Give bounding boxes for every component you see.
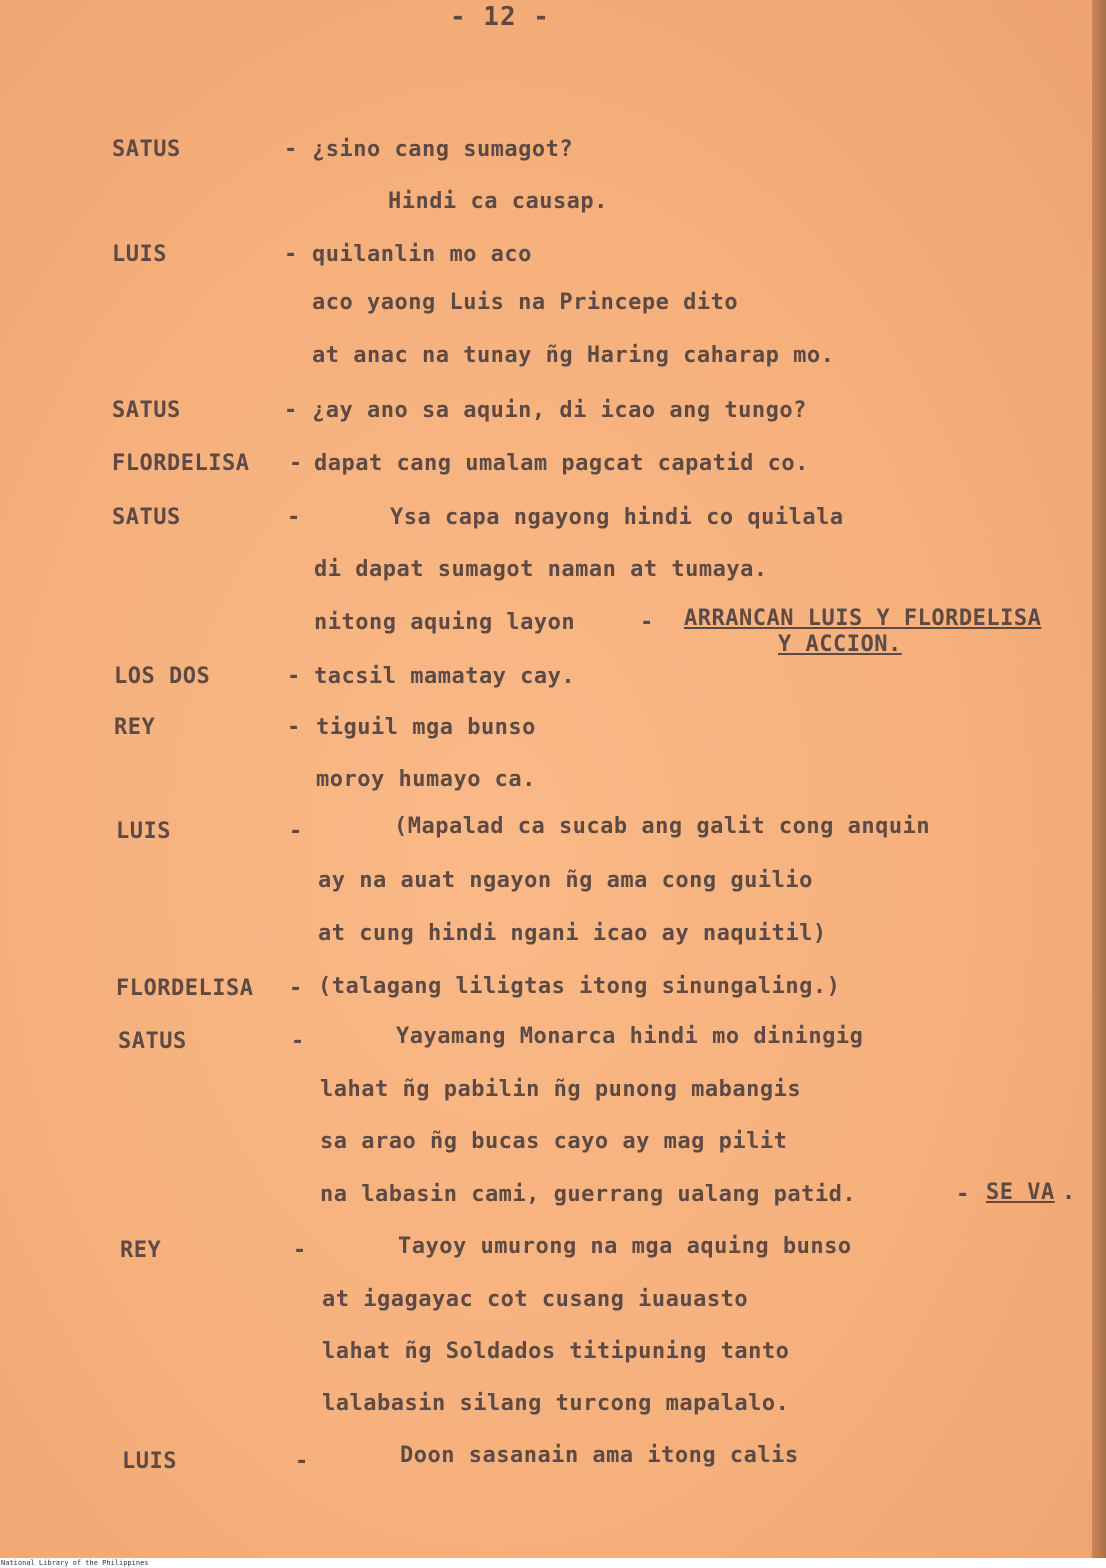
dialogue-line: at anac na tunay ñg Haring caharap mo. bbox=[312, 343, 835, 368]
speaker-name: SATUS bbox=[112, 137, 181, 162]
speaker-dash: - bbox=[289, 976, 303, 1001]
dialogue-line: Doon sasanain ama itong calis bbox=[400, 1443, 799, 1468]
speaker-name: LUIS bbox=[112, 242, 167, 267]
dialogue-line: tiguil mga bunso bbox=[316, 715, 536, 740]
speaker-name: LUIS bbox=[122, 1449, 177, 1474]
speaker-name: REY bbox=[114, 715, 156, 740]
speaker-dash: - bbox=[284, 398, 298, 423]
speaker-dash: - bbox=[295, 1449, 309, 1474]
dialogue-line: nitong aquing layon bbox=[314, 610, 576, 635]
dialogue-line: ay na auat ngayon ñg ama cong guilio bbox=[318, 868, 813, 893]
dialogue-line: quilanlin mo aco bbox=[312, 242, 532, 267]
speaker-dash: - bbox=[289, 451, 303, 476]
dialogue-line: dapat cang umalam pagcat capatid co. bbox=[314, 451, 809, 476]
speaker-name: SATUS bbox=[118, 1029, 187, 1054]
stage-direction: SE VA bbox=[986, 1180, 1055, 1205]
speaker-dash: - bbox=[289, 819, 303, 844]
footer-credit: National Library of the Philippines bbox=[1, 1559, 149, 1567]
stage-direction-dash: - bbox=[956, 1182, 970, 1207]
speaker-name: REY bbox=[120, 1238, 162, 1263]
dialogue-line: tacsil mamatay cay. bbox=[314, 664, 576, 689]
dialogue-line: (Mapalad ca sucab ang galit cong anquin bbox=[394, 814, 931, 839]
dialogue-line: (talagang liligtas itong sinungaling.) bbox=[318, 974, 841, 999]
page-number: - 12 - bbox=[450, 2, 550, 32]
dialogue-line: di dapat sumagot naman at tumaya. bbox=[314, 557, 768, 582]
speaker-name: FLORDELISA bbox=[112, 451, 250, 476]
dialogue-line: lahat ñg Soldados titipuning tanto bbox=[322, 1339, 790, 1364]
speaker-dash: - bbox=[284, 242, 298, 267]
dialogue-line: Ysa capa ngayong hindi co quilala bbox=[390, 505, 844, 530]
speaker-name: LUIS bbox=[116, 819, 171, 844]
speaker-dash: - bbox=[284, 137, 298, 162]
dialogue-line: Yayamang Monarca hindi mo diningig bbox=[396, 1024, 864, 1049]
dialogue-line: ¿ay ano sa aquin, di icao ang tungo? bbox=[312, 398, 807, 423]
dialogue-line: aco yaong Luis na Princepe dito bbox=[312, 290, 739, 315]
punctuation: . bbox=[1062, 1180, 1076, 1205]
speaker-dash: - bbox=[293, 1238, 307, 1263]
speaker-name: SATUS bbox=[112, 398, 181, 423]
speaker-name: LOS DOS bbox=[114, 664, 211, 689]
footer-bar bbox=[0, 1558, 1106, 1568]
speaker-dash: - bbox=[287, 664, 301, 689]
speaker-dash: - bbox=[291, 1029, 305, 1054]
dialogue-line: Hindi ca causap. bbox=[388, 189, 608, 214]
dialogue-line: lahat ñg pabilin ñg punong mabangis bbox=[320, 1077, 802, 1102]
dialogue-line: at igagayac cot cusang iuauasto bbox=[322, 1287, 749, 1312]
dialogue-line: Tayoy umurong na mga aquing bunso bbox=[398, 1234, 852, 1259]
dialogue-line: sa arao ñg bucas cayo ay mag pilit bbox=[320, 1129, 788, 1154]
stage-direction: ARRANCAN LUIS Y FLORDELISA bbox=[684, 606, 1042, 631]
page-edge bbox=[1092, 0, 1106, 1558]
dialogue-line: moroy humayo ca. bbox=[316, 767, 536, 792]
dialogue-line: at cung hindi ngani icao ay naquitil) bbox=[318, 921, 827, 946]
dialogue-line: na labasin cami, guerrang ualang patid. bbox=[320, 1182, 857, 1207]
speaker-name: SATUS bbox=[112, 505, 181, 530]
dialogue-line: ¿sino cang sumagot? bbox=[312, 137, 574, 162]
stage-direction-dash: - bbox=[640, 610, 654, 635]
dialogue-line: lalabasin silang turcong mapalalo. bbox=[322, 1391, 790, 1416]
speaker-dash: - bbox=[287, 505, 301, 530]
speaker-dash: - bbox=[287, 715, 301, 740]
speaker-name: FLORDELISA bbox=[116, 976, 254, 1001]
stage-direction: Y ACCION. bbox=[778, 632, 902, 657]
